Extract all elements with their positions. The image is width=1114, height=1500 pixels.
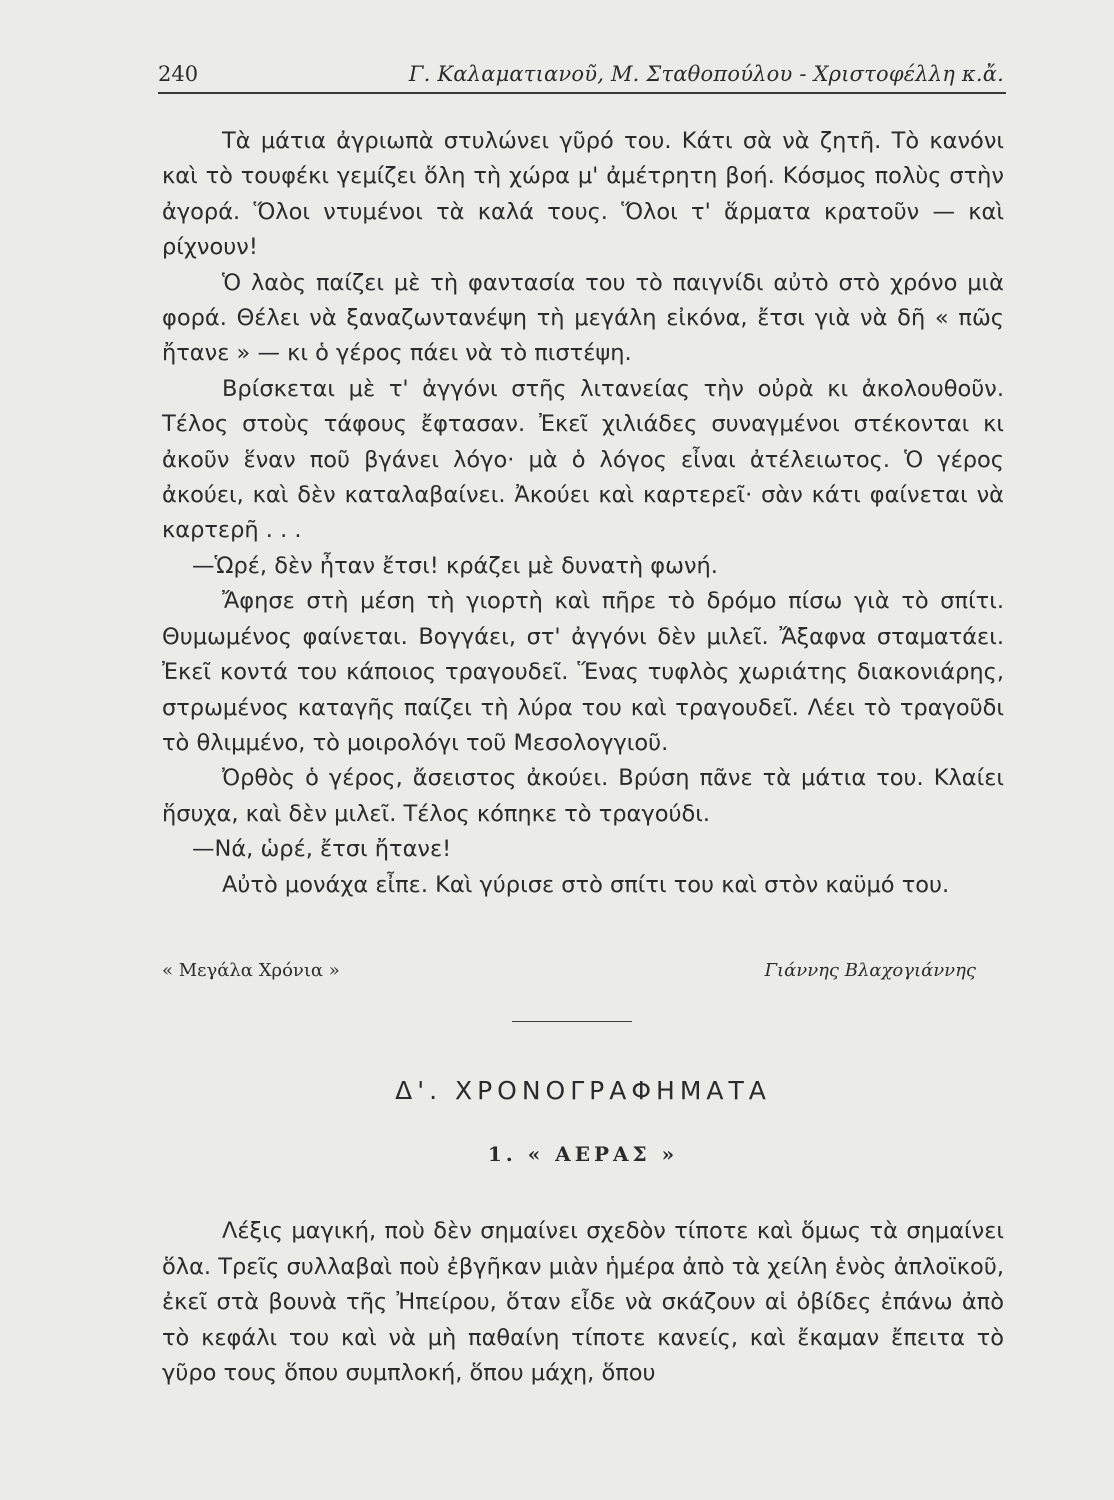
paragraph: Ὁ λαὸς παίζει μὲ τὴ φαντασία του τὸ παιγνίδι αὐτὸ στὸ χρόνο μιὰ φορά. Θέλει νὰ ξαναζωντανέψη τὴ μεγάλη εἰκόνα, ἔτσι γιὰ νὰ δῆ « πῶς ἤτανε » — κι ὁ γέρος πάει νὰ τὸ πιστέψη. (162, 269, 1004, 367)
dialogue-line: —Νά, ὡρέ, ἔτσι ἤτανε! (192, 836, 452, 863)
section-divider (512, 1021, 632, 1022)
running-head (158, 56, 1006, 94)
paragraph: Τὰ μάτια ἀγριωπὰ στυλώνει γῦρό του. Κάτι σὰ νὰ ζητῆ. Τὸ κανόνι καὶ τὸ τουφέκι γεμίζει ὅλη τὴ χώρα μ' ἀμέτρητη βοή. Κόσμος πολὺς στὴν ἀγορά. Ὅλοι ντυμένοι τὰ καλά τους. Ὅλοι τ' ἅρματα κρατοῦν — καὶ ρίχνουν! (162, 128, 1004, 261)
page-number: 240 (158, 62, 199, 86)
story-text (162, 124, 1004, 903)
dialogue-line: —Ὡρέ, δὲν ἦταν ἔτσι! κράζει μὲ δυνατὴ φωνή. (192, 552, 718, 579)
running-head-title: Γ. Καλαματιανοῦ, Μ. Σταθοπούλου - Χριστοφέλλη κ.ἄ. (408, 62, 1004, 86)
section-heading: Δ'. ΧΡΟΝΟΓΡΑΦΗΜΑΤΑ (395, 1076, 771, 1105)
attribution (162, 960, 1004, 990)
section-paragraph: Λέξις μαγική, ποὺ δὲν σημαίνει σχεδὸν τίποτε καὶ ὅμως τὰ σημαίνει ὅλα. Τρεῖς συλλαβαὶ ποὺ ἐβγῆκαν μιὰν ἡμέρα ἀπὸ τὰ χείλη ἑνὸς ἀπλοϊκοῦ, ἐκεῖ στὰ βουνὰ τῆς Ἠπείρου, ὅταν εἶδε νὰ σκάζουν αἱ ὀβίδες ἐπάνω ἀπὸ τὸ κεφάλι του καὶ νὰ μὴ παθαίνη τίποτε κανείς, καὶ ἔκαμαν ἔπειτα τὸ γῦρο τους ὅπου συμπλοκή, ὅπου μάχη, ὅπου (162, 1218, 1004, 1387)
paragraph: Ἄφησε στὴ μέση τὴ γιορτὴ καὶ πῆρε τὸ δρόμο πίσω γιὰ τὸ σπίτι. Θυμωμένος φαίνεται. Βογγάει, στ' ἀγγόνι δὲν μιλεῖ. Ἄξαφνα σταματάει. Ἐκεῖ κοντά του κάποιος τραγουδεῖ. Ἕνας τυφλὸς χωριάτης διακονιάρης, στρωμένος καταγῆς παίζει τὴ λύρα του καὶ τραγουδεῖ. Λέει τὸ τραγοῦδι τὸ θλιμμένο, τὸ μοιρολόγι τοῦ Μεσολογγιοῦ. (162, 588, 1004, 756)
author-name: Γιάννης Βλαχογιάννης (764, 960, 976, 981)
subheading: 1. « ΑΕΡΑΣ » (487, 1142, 679, 1166)
paragraph: Βρίσκεται μὲ τ' ἀγγόνι στῆς λιτανείας τὴν οὐρὰ κι ἀκολουθοῦν. Τέλος στοὺς τάφους ἔφτασαν. Ἐκεῖ χιλιάδες συναγμένοι στέκονται κι ἀκοῦν ἕναν ποῦ βγάνει λόγο· μὰ ὁ λόγος εἶναι ἀτέλειωτος. Ὁ γέρος ἀκούει, καὶ δὲν καταλαβαίνει. Ἀκούει καὶ καρτερεῖ· σὰν κάτι φαίνεται νὰ καρτερῆ . . . (162, 375, 1004, 544)
paragraph: Ὀρθὸς ὁ γέρος, ἄσειστος ἀκούει. Βρύση πᾶνε τὰ μάτια του. Κλαίει ἥσυχα, καὶ δὲν μιλεῖ. Τέλος κόπηκε τὸ τραγούδι. (162, 765, 1004, 827)
source-title: « Μεγάλα Χρόνια » (162, 960, 340, 981)
paragraph: Αὐτὸ μονάχα εἶπε. Καὶ γύρισε στὸ σπίτι του καὶ στὸν καϋμό του. (222, 871, 950, 898)
